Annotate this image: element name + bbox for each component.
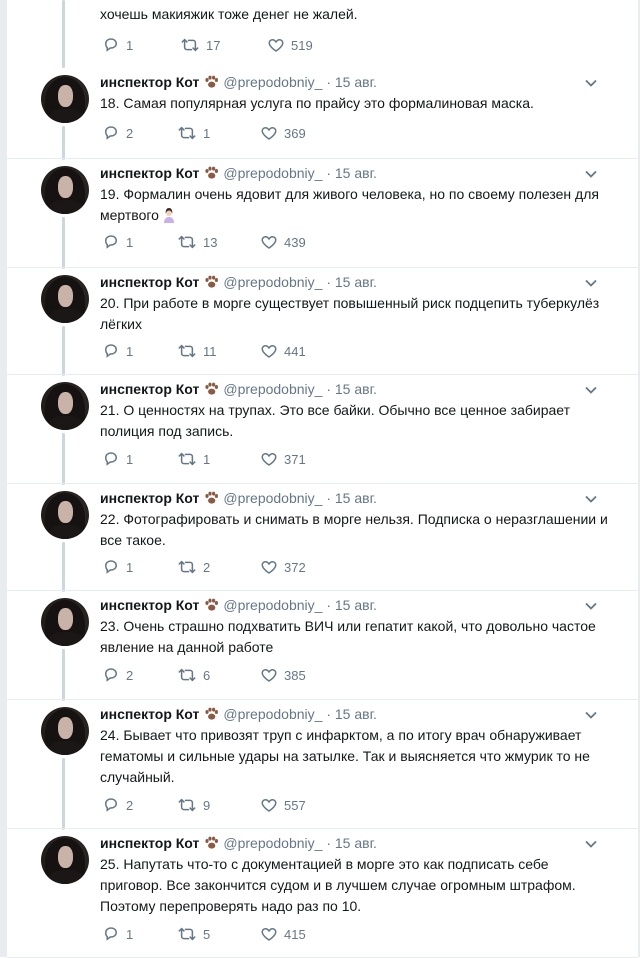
tweet-header (100, 595, 377, 615)
reply-count: 2 (126, 798, 134, 813)
retweet-count: 2 (203, 560, 211, 575)
chevron-down-icon (584, 76, 598, 90)
paw-icon (204, 707, 219, 721)
paw-icon (204, 836, 219, 850)
retweet-icon (177, 450, 197, 468)
tweet-text-content: 25. Напутать что-то с документацией в морге это как подписать себе приговор. Все закончится судом и в лучшем случае огромным штрафом. Поэтому перепроверять надо раз по 10. (100, 856, 576, 914)
like-count: 557 (284, 798, 306, 813)
tweet-date[interactable]: 15 авг. (334, 597, 377, 613)
tweet-text-content: 20. При работе в морге существует повышенный риск подцепить туберкулёз лёгких (100, 295, 600, 332)
retweet-button[interactable] (177, 558, 210, 578)
like-button[interactable] (260, 925, 306, 945)
tweet-text-content: 21. О ценностях на трупах. Это все байки. Обычно все ценное забирает полиция под запись. (100, 402, 571, 439)
paw-icon (204, 491, 219, 505)
reply-count: 1 (126, 38, 134, 53)
retweet-count: 6 (203, 668, 211, 683)
tweet-header (100, 72, 377, 92)
retweet-count: 5 (203, 927, 211, 942)
avatar[interactable] (41, 275, 89, 323)
paw-icon (204, 275, 219, 289)
like-count: 372 (284, 560, 306, 575)
author-handle[interactable]: @prepodobniy_ (223, 706, 323, 722)
author-name[interactable]: инспектор Кот (100, 597, 200, 613)
retweet-count: 9 (203, 798, 211, 813)
tweet-text (100, 293, 610, 335)
avatar[interactable] (41, 598, 89, 646)
separator: · (326, 381, 331, 397)
tweet-text (100, 400, 610, 442)
reply-button[interactable] (102, 233, 133, 253)
tweet-text (100, 725, 610, 788)
tweet-menu-button[interactable] (584, 492, 598, 506)
heart-icon (260, 925, 278, 943)
tweet-header (100, 163, 377, 183)
like-count: 369 (284, 126, 306, 141)
author-name[interactable]: инспектор Кот (100, 165, 200, 181)
tweet-menu-button[interactable] (584, 837, 598, 851)
retweet-count: 11 (203, 344, 217, 359)
chevron-down-icon (584, 383, 598, 397)
reply-count: 1 (126, 235, 134, 250)
author-name[interactable]: инспектор Кот (100, 706, 200, 722)
like-button[interactable] (260, 666, 306, 686)
reply-button[interactable] (102, 36, 133, 56)
tweet-menu-button[interactable] (584, 167, 598, 181)
reply-icon (102, 558, 120, 576)
tweet-menu-button[interactable] (584, 76, 598, 90)
reply-icon (102, 666, 120, 684)
reply-count: 1 (126, 560, 134, 575)
avatar[interactable] (41, 491, 89, 539)
separator: · (326, 597, 331, 613)
like-button[interactable] (260, 233, 306, 253)
retweet-icon (177, 233, 197, 251)
tweet-text-content: 22. Фотографировать и снимать в морге нельзя. Подписка о неразглашении и все такое. (100, 511, 608, 548)
retweet-button[interactable] (177, 666, 210, 686)
author-handle[interactable]: @prepodobniy_ (223, 381, 323, 397)
tweet-text-content: 24. Бывает что привозят труп с инфарктом, а по итогу врач обнаруживает гематомы и сильные удары на затылке. Так и выясняется что жмурик то не случайный. (100, 727, 590, 785)
tweet-header (100, 833, 377, 853)
tweet-text (100, 93, 610, 114)
tweet-header (100, 488, 377, 508)
retweet-count: 17 (206, 38, 221, 53)
tweet-partial[interactable] (7, 0, 638, 66)
tweet-date[interactable]: 15 авг. (334, 274, 377, 290)
author-handle[interactable]: @prepodobniy_ (223, 835, 323, 851)
chevron-down-icon (584, 837, 598, 851)
reply-button[interactable] (102, 925, 133, 945)
reply-count: 2 (126, 668, 134, 683)
tweet-text (100, 616, 610, 658)
retweet-count: 1 (203, 452, 211, 467)
heart-icon (260, 558, 278, 576)
reply-icon (102, 450, 120, 468)
reply-button[interactable] (102, 666, 133, 686)
avatar[interactable] (41, 75, 89, 123)
retweet-icon (177, 558, 197, 576)
like-button[interactable] (260, 342, 306, 362)
tweet-header (100, 379, 377, 399)
separator: · (326, 706, 331, 722)
retweet-button[interactable] (177, 450, 210, 470)
paw-icon (204, 598, 219, 612)
tweet-date[interactable]: 15 авг. (334, 165, 377, 181)
avatar[interactable] (41, 166, 89, 214)
like-button[interactable] (260, 450, 306, 470)
like-count: 441 (284, 344, 306, 359)
retweet-icon (177, 925, 197, 943)
reply-icon (102, 342, 120, 360)
author-name[interactable]: инспектор Кот (100, 835, 200, 851)
tweet-date[interactable]: 15 авг. (334, 490, 377, 506)
heart-icon (260, 450, 278, 468)
tweet-menu-button[interactable] (584, 276, 598, 290)
like-count: 385 (284, 668, 306, 683)
tweet-menu-button[interactable] (584, 708, 598, 722)
tweet-menu-button[interactable] (584, 383, 598, 397)
author-handle[interactable]: @prepodobniy_ (223, 165, 323, 181)
heart-icon (260, 233, 278, 251)
retweet-icon (177, 342, 197, 360)
retweet-button[interactable] (177, 233, 217, 253)
reply-icon (102, 796, 120, 814)
reply-button[interactable] (102, 450, 133, 470)
reply-icon (102, 124, 120, 142)
avatar[interactable] (41, 836, 89, 884)
like-button[interactable] (267, 36, 313, 56)
like-count: 415 (284, 927, 306, 942)
reply-count: 2 (126, 126, 134, 141)
tweet-date[interactable]: 15 авг. (334, 706, 377, 722)
chevron-down-icon (584, 276, 598, 290)
reply-count: 1 (126, 927, 134, 942)
retweet-button[interactable] (177, 925, 210, 945)
retweet-count: 1 (203, 126, 211, 141)
woman-tipping-hand-emoji (162, 207, 176, 223)
author-handle[interactable]: @prepodobniy_ (223, 274, 323, 290)
reply-button[interactable] (102, 558, 133, 578)
chevron-down-icon (584, 492, 598, 506)
reply-icon (102, 233, 120, 251)
tweet-header (100, 272, 377, 292)
tweet-menu-button[interactable] (584, 599, 598, 613)
tweet-text-content: 18. Самая популярная услуга по прайсу это формалиновая маска. (100, 95, 534, 111)
retweet-count: 13 (203, 235, 218, 250)
tweet-header (100, 704, 377, 724)
tweet-date[interactable]: 15 авг. (334, 381, 377, 397)
reply-button[interactable] (102, 124, 133, 144)
retweet-button[interactable] (180, 36, 220, 56)
author-name[interactable]: инспектор Кот (100, 274, 200, 290)
separator: · (326, 490, 331, 506)
tweet-date[interactable]: 15 авг. (334, 74, 377, 90)
chevron-down-icon (584, 708, 598, 722)
separator: · (326, 165, 331, 181)
like-count: 439 (284, 235, 306, 250)
heart-icon (260, 796, 278, 814)
separator: · (326, 74, 331, 90)
retweet-button[interactable] (177, 796, 210, 816)
retweet-icon (177, 796, 197, 814)
reply-icon (102, 925, 120, 943)
tweet-date[interactable]: 15 авг. (334, 835, 377, 851)
separator: · (326, 274, 331, 290)
separator: · (326, 835, 331, 851)
chevron-down-icon (584, 167, 598, 181)
window-left-border (0, 0, 7, 957)
reply-icon (102, 36, 120, 54)
retweet-icon (177, 666, 197, 684)
paw-icon (204, 382, 219, 396)
tweet-text (100, 184, 610, 226)
like-button[interactable] (260, 558, 306, 578)
like-button[interactable] (260, 796, 306, 816)
reply-button[interactable] (102, 796, 133, 816)
heart-icon (260, 342, 278, 360)
tweet-text-content: 23. Очень страшно подхватить ВИЧ или гепатит какой, что довольно частое явление на данной работе (100, 618, 596, 655)
heart-icon (267, 36, 285, 54)
avatar[interactable] (41, 382, 89, 430)
retweet-icon (177, 124, 197, 142)
tweet-text (100, 854, 610, 917)
retweet-button[interactable] (177, 342, 217, 362)
author-name[interactable]: инспектор Кот (100, 74, 200, 90)
reply-count: 1 (126, 452, 134, 467)
heart-icon (260, 666, 278, 684)
chevron-down-icon (584, 599, 598, 613)
retweet-icon (180, 36, 200, 54)
author-name[interactable]: инспектор Кот (100, 381, 200, 397)
like-count: 371 (284, 452, 306, 467)
avatar[interactable] (41, 707, 89, 755)
paw-icon (204, 166, 219, 180)
tweet-text: хочешь макияжик тоже денег не жалей. (100, 6, 358, 22)
like-button[interactable] (260, 124, 306, 144)
like-count: 519 (291, 38, 313, 53)
author-handle[interactable]: @prepodobniy_ (223, 597, 323, 613)
reply-button[interactable] (102, 342, 133, 362)
tweet-text (100, 509, 610, 551)
paw-icon (204, 75, 219, 89)
retweet-button[interactable] (177, 124, 210, 144)
author-name[interactable]: инспектор Кот (100, 490, 200, 506)
author-handle[interactable]: @prepodobniy_ (223, 74, 323, 90)
tweet-text-content: 19. Формалин очень ядовит для живого человека, но по своему полезен для мертвого (100, 186, 599, 223)
reply-count: 1 (126, 344, 134, 359)
heart-icon (260, 124, 278, 142)
author-handle[interactable]: @prepodobniy_ (223, 490, 323, 506)
